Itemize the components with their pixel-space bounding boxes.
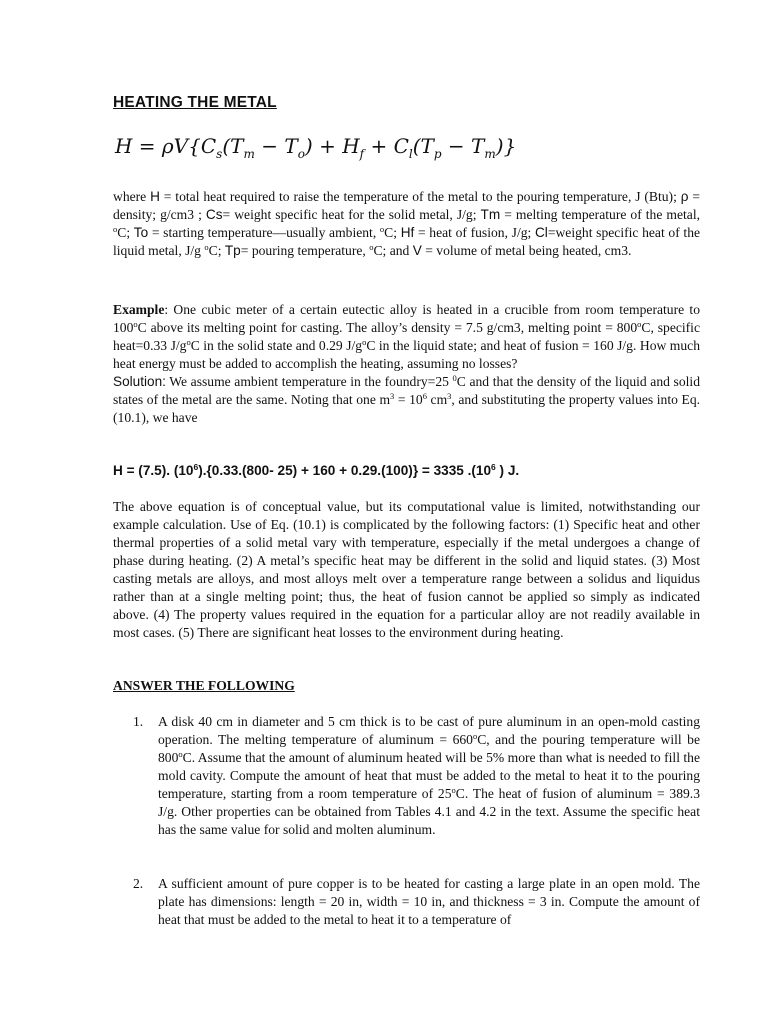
section-heading: HEATING THE METAL	[113, 94, 277, 111]
question-text: A sufficient amount of pure copper is to be heated for casting a large plate in an open mold. The plate has dimensions: length = 20 in, width = 10 in, and thickness = 3 in. Compute the amount of heat that must be added to the metal to heat it to a temperature of	[158, 876, 700, 927]
question-2	[133, 875, 700, 929]
answer-heading: ANSWER THE FOLLOWING	[113, 678, 295, 693]
example-label: Example	[113, 302, 165, 317]
calculation-result: H = (7.5). $(10^6).\{0.33.(800-$ 25) + 160 + 0.29.(100)} = 3335 $.(10^6$ ) J.	[113, 462, 520, 478]
solution-label: Solution:	[113, 374, 166, 389]
variable-definitions: where H = total heat required to raise the temperature of the metal to the pouring temperature, J (Btu); ρ = density; g/cm3 ; Cs= weight specific heat for the solid metal, J/g; Tm = melting temperature of the metal, $^o$C; To = starting temperature—usually ambient, $^o$C; Hf = heat of fusion, J/g; Cl=weight specific heat of the liquid metal, J/g $^o$C; Tp= pouring temperature, $^o$C; and V = volume of metal being heated, cm3.	[113, 189, 701, 258]
question-text: A disk 40 cm in diameter and 5 cm thick is to be cast of pure aluminum in an open-mold casting operation. The melting temperature of aluminum = $660^oC$, and the pouring temperature will be 800$^o$C. Assume that the amount of aluminum heated will be 5% more than what is needed to fill the mold cavity. Compute the amount of heat that must be added to the metal to heat it to the pouring temperature, starting from a room temperature of 25$^o$C. The heat of fusion of aluminum = 389.3 J/g. Other properties can be obtained from Tables 4.1 and 4.2 in the text. Assume the specific heat has the same value for solid and molten aluminum.	[158, 714, 701, 837]
question-1	[133, 713, 700, 839]
heat-equation: $H = \rho V\{C_s(T_m - T_o) + H_f + C_l(T_p - T_m)\}$	[115, 134, 517, 161]
question-number: 1.	[133, 714, 144, 729]
example-paragraph: Example: One cubic meter of a certain eutectic alloy is heated in a crucible from room temperature to 100$^o$C above its melting point for casting. The alloy’s density = 7.5 g/cm3, melting point = $800^oC$, specific heat=0.33 $J/g^oC$ in the solid state and 0.29 $J/g^oC$ in the liquid state; and heat of fusion = 160 J/g. How much heat energy must be added to accomplish the heating, assuming no losses? Solution: We assume ambient temperature in the foundry=25 $^0$C and that the density of the liquid and solid states of the metal are the same. Noting that one $m^3 = 10^6$ $cm^3$, and substituting the property values into Eq. (10.1), we have	[113, 302, 701, 425]
discussion-paragraph: The above equation is of conceptual value, but its computational value is limited, notwithstanding our example calculation. Use of Eq. (10.1) is complicated by the following factors: (1) Specific heat and other thermal properties of a solid metal vary with temperature, especially if the metal undergoes a change of phase during heating. (2) A metal’s specific heat may be different in the solid and liquid states. (3) Most casting metals are alloys, and most alloys melt over a temperature range between a solidus and liquidus rather than at a single melting point; thus, the heat of fusion cannot be applied so simply as indicated above. (4) The property values required in the equation for a particular alloy are not readily available in most cases. (5) There are significant heat losses to the environment during heating.	[113, 499, 700, 640]
question-number: 2.	[133, 876, 144, 891]
